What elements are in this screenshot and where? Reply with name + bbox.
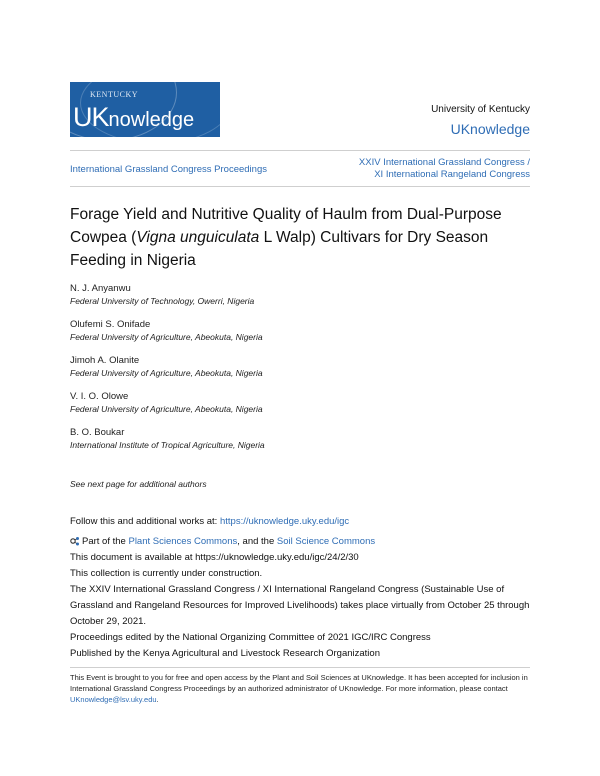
author-entry bbox=[70, 283, 530, 307]
author-entry bbox=[70, 319, 530, 343]
network-icon bbox=[70, 536, 80, 546]
divider bbox=[70, 150, 530, 151]
repository-link[interactable]: UKnowledge bbox=[450, 121, 530, 137]
series-link[interactable]: International Grassland Congress Proceedings bbox=[70, 164, 267, 175]
author-affiliation: Federal University of Agriculture, Abeokuta, Nigeria bbox=[70, 404, 263, 414]
plant-sciences-link[interactable]: Plant Sciences Commons bbox=[128, 536, 238, 547]
footer-text: This Event is brought to you for free and open access by the Plant and Soil Sciences at UKnowledge. It has been accepted for inclusion in International Grassland Congress Proceedings by an authorized administrator of UKnowledge. For more information, please contact bbox=[70, 673, 528, 693]
edited-line: Proceedings edited by the National Organizing Committee of 2021 IGC/IRC Congress bbox=[70, 632, 431, 643]
footer-end: . bbox=[156, 695, 159, 704]
and-the-text: , and the bbox=[237, 536, 277, 547]
author-entry bbox=[70, 355, 530, 379]
follow-text: Follow this and additional works at: bbox=[70, 516, 220, 527]
author-name: B. O. Boukar bbox=[70, 427, 125, 438]
congress-description: The XXIV International Grassland Congress / XI International Rangeland Congress (Sustainable Use of Grassland and Rangeland Resources for Improved Livelihoods) takes place virtually from October 25 through October 29, 2021. bbox=[70, 584, 530, 627]
author-name: Olufemi S. Onifade bbox=[70, 319, 151, 330]
author-entry bbox=[70, 427, 530, 451]
divider bbox=[70, 186, 530, 187]
title-part-1: Forage Yield and Nutritive Quality of Haulm from Dual-Purpose Cowpea ( bbox=[70, 206, 502, 246]
author-name: N. J. Anyanwu bbox=[70, 283, 131, 294]
author-affiliation: Federal University of Agriculture, Abeokuta, Nigeria bbox=[70, 332, 263, 342]
title-italic: Vigna unguiculata bbox=[136, 229, 260, 246]
title-part-2: L Walp) Cultivars for Dry Season Feeding in Nigeria bbox=[70, 229, 489, 269]
congress-line-2: XI International Rangeland Congress bbox=[374, 169, 530, 180]
author-affiliation: Federal University of Agriculture, Abeokuta, Nigeria bbox=[70, 368, 263, 378]
university-name: University of Kentucky bbox=[431, 104, 530, 115]
author-list bbox=[70, 283, 530, 463]
follow-line bbox=[70, 514, 540, 530]
soil-science-link[interactable]: Soil Science Commons bbox=[276, 536, 376, 547]
part-of-line bbox=[70, 534, 540, 550]
document-info bbox=[70, 514, 540, 662]
logo-uk-text: UK bbox=[73, 102, 109, 132]
contact-email-link[interactable]: UKnowledge@lsv.uky.edu bbox=[70, 695, 157, 704]
congress-line-1: XXIV International Grassland Congress / bbox=[358, 157, 530, 168]
author-name: V. I. O. Olowe bbox=[70, 391, 129, 402]
logo-wordmark bbox=[73, 102, 194, 133]
published-line: Published by the Kenya Agricultural and Livestock Research Organization bbox=[70, 648, 380, 659]
author-name: Jimoh A. Olanite bbox=[70, 355, 140, 366]
author-entry bbox=[70, 391, 530, 415]
uknowledge-logo[interactable] bbox=[70, 82, 220, 137]
construction-line: This collection is currently under construction. bbox=[70, 568, 263, 579]
availability-line: This document is available at https://uknowledge.uky.edu/igc/24/2/30 bbox=[70, 552, 359, 563]
footer-notice bbox=[70, 672, 540, 705]
logo-rest-text: nowledge bbox=[108, 109, 195, 131]
part-of-text: Part of the bbox=[82, 536, 129, 547]
divider bbox=[70, 667, 530, 668]
author-affiliation: International Institute of Tropical Agriculture, Nigeria bbox=[70, 440, 265, 450]
paper-title bbox=[70, 203, 540, 272]
author-affiliation: Federal University of Technology, Owerri, Nigeria bbox=[70, 296, 255, 306]
logo-kentucky-text: KENTUCKY bbox=[90, 90, 138, 99]
congress-link[interactable] bbox=[300, 157, 530, 181]
see-next-page-note: See next page for additional authors bbox=[70, 479, 207, 489]
follow-link[interactable]: https://uknowledge.uky.edu/igc bbox=[219, 516, 350, 527]
